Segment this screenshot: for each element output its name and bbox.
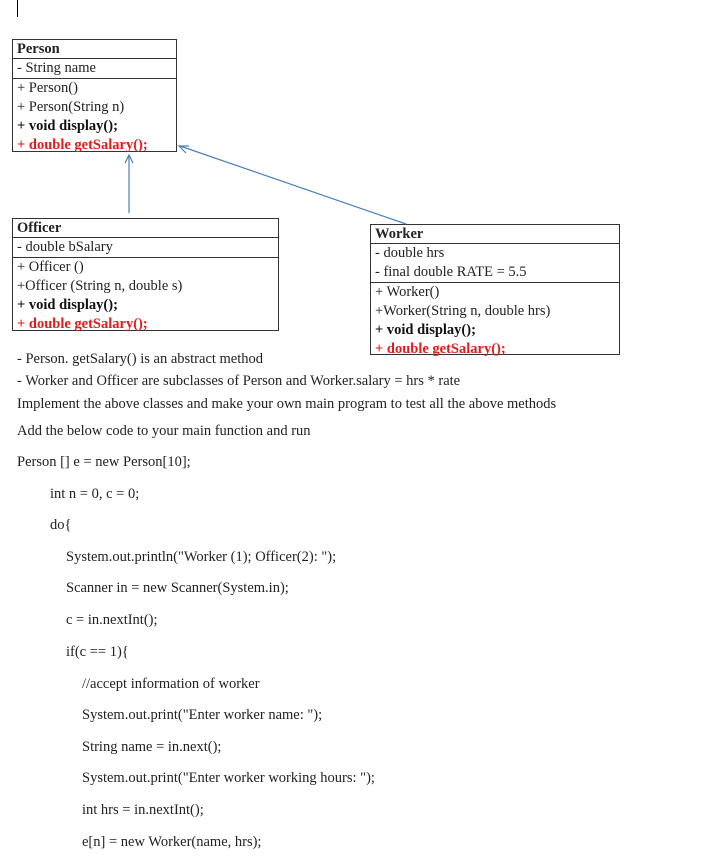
abstract-method: + double getSalary(); <box>17 137 148 153</box>
class-name: Worker <box>375 226 424 242</box>
note-line: - Person. getSalary() is an abstract method <box>17 351 264 367</box>
abstract-method: + double getSalary(); <box>375 341 506 357</box>
note-line: Implement the above classes and make your own main program to test all the above methods <box>17 396 557 412</box>
code-line: System.out.print("Enter worker name: "); <box>82 707 323 723</box>
abstract-method: + double getSalary(); <box>17 316 148 332</box>
class-name: Officer <box>17 220 62 236</box>
code-line: int hrs = in.nextInt(); <box>82 802 204 818</box>
code-line: //accept information of worker <box>82 676 260 692</box>
attribute: - final double RATE = 5.5 <box>375 264 527 280</box>
attribute: - String name <box>17 60 96 76</box>
method: +Worker(String n, double hrs) <box>375 303 551 319</box>
note-line: - Worker and Officer are subclasses of Person and Worker.salary = hrs * rate <box>17 373 461 389</box>
method: + Officer () <box>17 259 84 275</box>
display-method: + void display(); <box>17 297 118 313</box>
display-method: + void display(); <box>17 118 118 134</box>
attribute: - double bSalary <box>17 239 113 255</box>
code-line: e[n] = new Worker(name, hrs); <box>82 834 262 850</box>
method: + Worker() <box>375 284 440 300</box>
code-line: Scanner in = new Scanner(System.in); <box>66 580 289 596</box>
code-line: Person [] e = new Person[10]; <box>17 454 191 470</box>
code-line: String name = in.next(); <box>82 739 222 755</box>
code-line: System.out.println("Worker (1); Officer(2): "); <box>66 549 337 565</box>
code-line: int n = 0, c = 0; <box>50 486 140 502</box>
attribute: - double hrs <box>375 245 445 261</box>
code-line: if(c == 1){ <box>66 644 129 660</box>
code-line: c = in.nextInt(); <box>66 612 158 628</box>
code-line: do{ <box>50 517 72 533</box>
class-name: Person <box>17 41 60 57</box>
display-method: + void display(); <box>375 322 476 338</box>
method: +Officer (String n, double s) <box>17 278 183 294</box>
method: + Person(String n) <box>17 99 125 115</box>
code-line: System.out.print("Enter worker working hours: "); <box>82 770 375 786</box>
instruction-line: Add the below code to your main function and run <box>17 423 311 439</box>
method: + Person() <box>17 80 78 96</box>
worker-inherits-arrow <box>180 146 406 224</box>
